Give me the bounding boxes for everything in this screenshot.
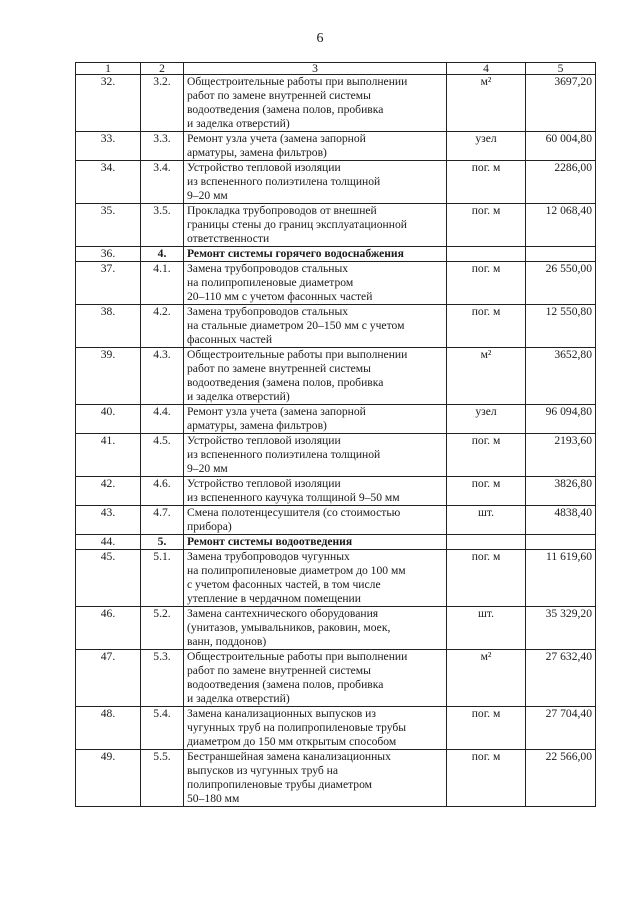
description-line: Устройство тепловой изоляции (187, 477, 341, 490)
header-col-5: 5 (526, 63, 596, 75)
unit-of-measure: шт. (447, 506, 526, 535)
cost-value: 96 094,80 (526, 405, 596, 434)
row-number: 37. (76, 262, 141, 305)
description-line: Бестраншейная замена канализационных (187, 750, 391, 763)
description-line: чугунных труб на полипропиленовые трубы (187, 721, 407, 734)
item-description (184, 707, 447, 750)
table-row (76, 707, 596, 750)
description-line: полипропиленовые трубы диаметром (187, 778, 373, 791)
description-line: 50–180 мм (187, 792, 240, 805)
description-line: выпусков из чугунных труб на (187, 764, 339, 777)
cost-value: 26 550,00 (526, 262, 596, 305)
description-line: на стальные диаметром 20–150 мм с учетом (187, 319, 405, 332)
description-line: утепление в чердачном помещении (187, 592, 361, 605)
cost-value: 2193,60 (526, 434, 596, 477)
description-line: Общестроительные работы при выполнении (187, 348, 408, 361)
description-line: 9–20 мм (187, 189, 228, 202)
item-description (184, 550, 447, 607)
unit-of-measure: пог. м (447, 262, 526, 305)
row-number: 46. (76, 607, 141, 650)
table-row (76, 477, 596, 506)
description-line: водоотведения (замена полов, пробивка (187, 376, 384, 389)
description-line: на полипропиленовые диаметром (187, 276, 354, 289)
description-line: Ремонт системы горячего водоснабжения (187, 247, 404, 260)
works-table (75, 62, 596, 807)
item-description (184, 434, 447, 477)
table-row (76, 506, 596, 535)
description-line: ванн, поддонов) (187, 635, 267, 648)
table-row (76, 305, 596, 348)
description-line: и заделка отверстий) (187, 692, 290, 705)
item-description (184, 247, 447, 262)
unit-of-measure: пог. м (447, 204, 526, 247)
item-description (184, 650, 447, 707)
description-line: Замена канализационных выпусков из (187, 707, 376, 720)
description-line: Замена трубопроводов стальных (187, 262, 349, 275)
item-description (184, 75, 447, 132)
cost-value: 3697,20 (526, 75, 596, 132)
description-line: работ по замене внутренней системы (187, 362, 371, 375)
table-row (76, 204, 596, 247)
description-line: с учетом фасонных частей, в том числе (187, 578, 381, 591)
description-line: работ по замене внутренней системы (187, 664, 371, 677)
unit-of-measure: узел (447, 132, 526, 161)
description-line: из вспененного полиэтилена толщиной (187, 448, 381, 461)
header-col-4: 4 (447, 63, 526, 75)
item-description (184, 204, 447, 247)
row-number: 45. (76, 550, 141, 607)
description-line: Ремонт узла учета (замена запорной (187, 405, 366, 418)
description-line: фасонных частей (187, 333, 273, 346)
unit-of-measure: м² (447, 650, 526, 707)
row-number: 34. (76, 161, 141, 204)
item-description (184, 506, 447, 535)
description-line: водоотведения (замена полов, пробивка (187, 103, 384, 116)
description-line: из вспененного каучука толщиной 9–50 мм (187, 491, 400, 504)
row-number: 40. (76, 405, 141, 434)
works-table-body (76, 63, 596, 807)
item-code: 4.3. (141, 348, 184, 405)
unit-of-measure: пог. м (447, 305, 526, 348)
description-line: Общестроительные работы при выполнении (187, 650, 408, 663)
unit-of-measure (447, 247, 526, 262)
item-code: 4.5. (141, 434, 184, 477)
cost-value: 2286,00 (526, 161, 596, 204)
table-row (76, 132, 596, 161)
cost-value: 4838,40 (526, 506, 596, 535)
item-code: 3.2. (141, 75, 184, 132)
table-header-row (76, 63, 596, 75)
unit-of-measure: м² (447, 75, 526, 132)
description-line: работ по замене внутренней системы (187, 89, 371, 102)
item-description (184, 405, 447, 434)
item-code: 4.6. (141, 477, 184, 506)
unit-of-measure: пог. м (447, 707, 526, 750)
cost-value (526, 247, 596, 262)
description-line: 9–20 мм (187, 462, 228, 475)
item-description (184, 750, 447, 807)
row-number: 41. (76, 434, 141, 477)
item-description (184, 132, 447, 161)
description-line: 20–110 мм с учетом фасонных частей (187, 290, 373, 303)
cost-value: 12 068,40 (526, 204, 596, 247)
cost-value: 12 550,80 (526, 305, 596, 348)
description-line: и заделка отверстий) (187, 390, 290, 403)
page-number: 6 (316, 31, 324, 46)
description-line: границы стены до границ эксплуатационной (187, 218, 407, 231)
item-code: 4.4. (141, 405, 184, 434)
item-description (184, 262, 447, 305)
item-code: 4. (141, 247, 184, 262)
unit-of-measure: пог. м (447, 434, 526, 477)
table-row (76, 161, 596, 204)
description-line: Замена трубопроводов чугунных (187, 550, 350, 563)
table-row (76, 348, 596, 405)
unit-of-measure: пог. м (447, 161, 526, 204)
row-number: 38. (76, 305, 141, 348)
item-description (184, 607, 447, 650)
description-line: Ремонт системы водоотведения (187, 535, 353, 548)
row-number: 49. (76, 750, 141, 807)
description-line: и заделка отверстий) (187, 117, 290, 130)
row-number: 33. (76, 132, 141, 161)
description-line: Замена трубопроводов стальных (187, 305, 349, 318)
row-number: 48. (76, 707, 141, 750)
row-number: 35. (76, 204, 141, 247)
item-code: 3.3. (141, 132, 184, 161)
description-line: Общестроительные работы при выполнении (187, 75, 408, 88)
description-line: Смена полотенцесушителя (со стоимостью (187, 506, 401, 519)
item-code: 4.2. (141, 305, 184, 348)
row-number: 39. (76, 348, 141, 405)
item-code: 4.1. (141, 262, 184, 305)
cost-value: 22 566,00 (526, 750, 596, 807)
description-line: ответственности (187, 232, 270, 245)
description-line: арматуры, замена фильтров) (187, 146, 327, 159)
row-number: 43. (76, 506, 141, 535)
table-row (76, 75, 596, 132)
cost-value: 35 329,20 (526, 607, 596, 650)
item-code: 5. (141, 535, 184, 550)
description-line: прибора) (187, 520, 232, 533)
description-line: на полипропиленовые диаметром до 100 мм (187, 564, 406, 577)
item-code: 5.5. (141, 750, 184, 807)
row-number: 36. (76, 247, 141, 262)
cost-value (526, 535, 596, 550)
item-code: 5.4. (141, 707, 184, 750)
table-row (76, 262, 596, 305)
description-line: Замена сантехнического оборудования (187, 607, 379, 620)
row-number: 47. (76, 650, 141, 707)
cost-value: 3652,80 (526, 348, 596, 405)
item-description (184, 305, 447, 348)
description-line: диаметром до 150 мм открытым способом (187, 735, 397, 748)
unit-of-measure: пог. м (447, 477, 526, 506)
description-line: водоотведения (замена полов, пробивка (187, 678, 384, 691)
unit-of-measure: шт. (447, 607, 526, 650)
description-line: Устройство тепловой изоляции (187, 161, 341, 174)
table-row (76, 607, 596, 650)
description-line: арматуры, замена фильтров) (187, 419, 327, 432)
description-line: Прокладка трубопроводов от внешней (187, 204, 377, 217)
row-number: 42. (76, 477, 141, 506)
table-row (76, 405, 596, 434)
unit-of-measure: пог. м (447, 750, 526, 807)
table-row (76, 434, 596, 477)
item-description (184, 477, 447, 506)
item-description (184, 348, 447, 405)
item-code: 5.3. (141, 650, 184, 707)
description-line: Устройство тепловой изоляции (187, 434, 341, 447)
cost-value: 3826,80 (526, 477, 596, 506)
item-code: 3.5. (141, 204, 184, 247)
table-row (76, 650, 596, 707)
row-number: 32. (76, 75, 141, 132)
description-line: (унитазов, умывальников, раковин, моек, (187, 621, 391, 634)
item-code: 5.2. (141, 607, 184, 650)
cost-value: 27 632,40 (526, 650, 596, 707)
header-col-1: 1 (76, 63, 141, 75)
item-description (184, 161, 447, 204)
item-description (184, 535, 447, 550)
table-row (76, 750, 596, 807)
section-row (76, 247, 596, 262)
item-code: 5.1. (141, 550, 184, 607)
item-code: 4.7. (141, 506, 184, 535)
unit-of-measure: пог. м (447, 550, 526, 607)
section-row (76, 535, 596, 550)
unit-of-measure (447, 535, 526, 550)
table-row (76, 550, 596, 607)
unit-of-measure: узел (447, 405, 526, 434)
description-line: из вспененного полиэтилена толщиной (187, 175, 381, 188)
cost-value: 11 619,60 (526, 550, 596, 607)
item-code: 3.4. (141, 161, 184, 204)
header-col-3: 3 (184, 63, 447, 75)
cost-value: 27 704,40 (526, 707, 596, 750)
row-number: 44. (76, 535, 141, 550)
unit-of-measure: м² (447, 348, 526, 405)
description-line: Ремонт узла учета (замена запорной (187, 132, 366, 145)
header-col-2: 2 (141, 63, 184, 75)
cost-value: 60 004,80 (526, 132, 596, 161)
